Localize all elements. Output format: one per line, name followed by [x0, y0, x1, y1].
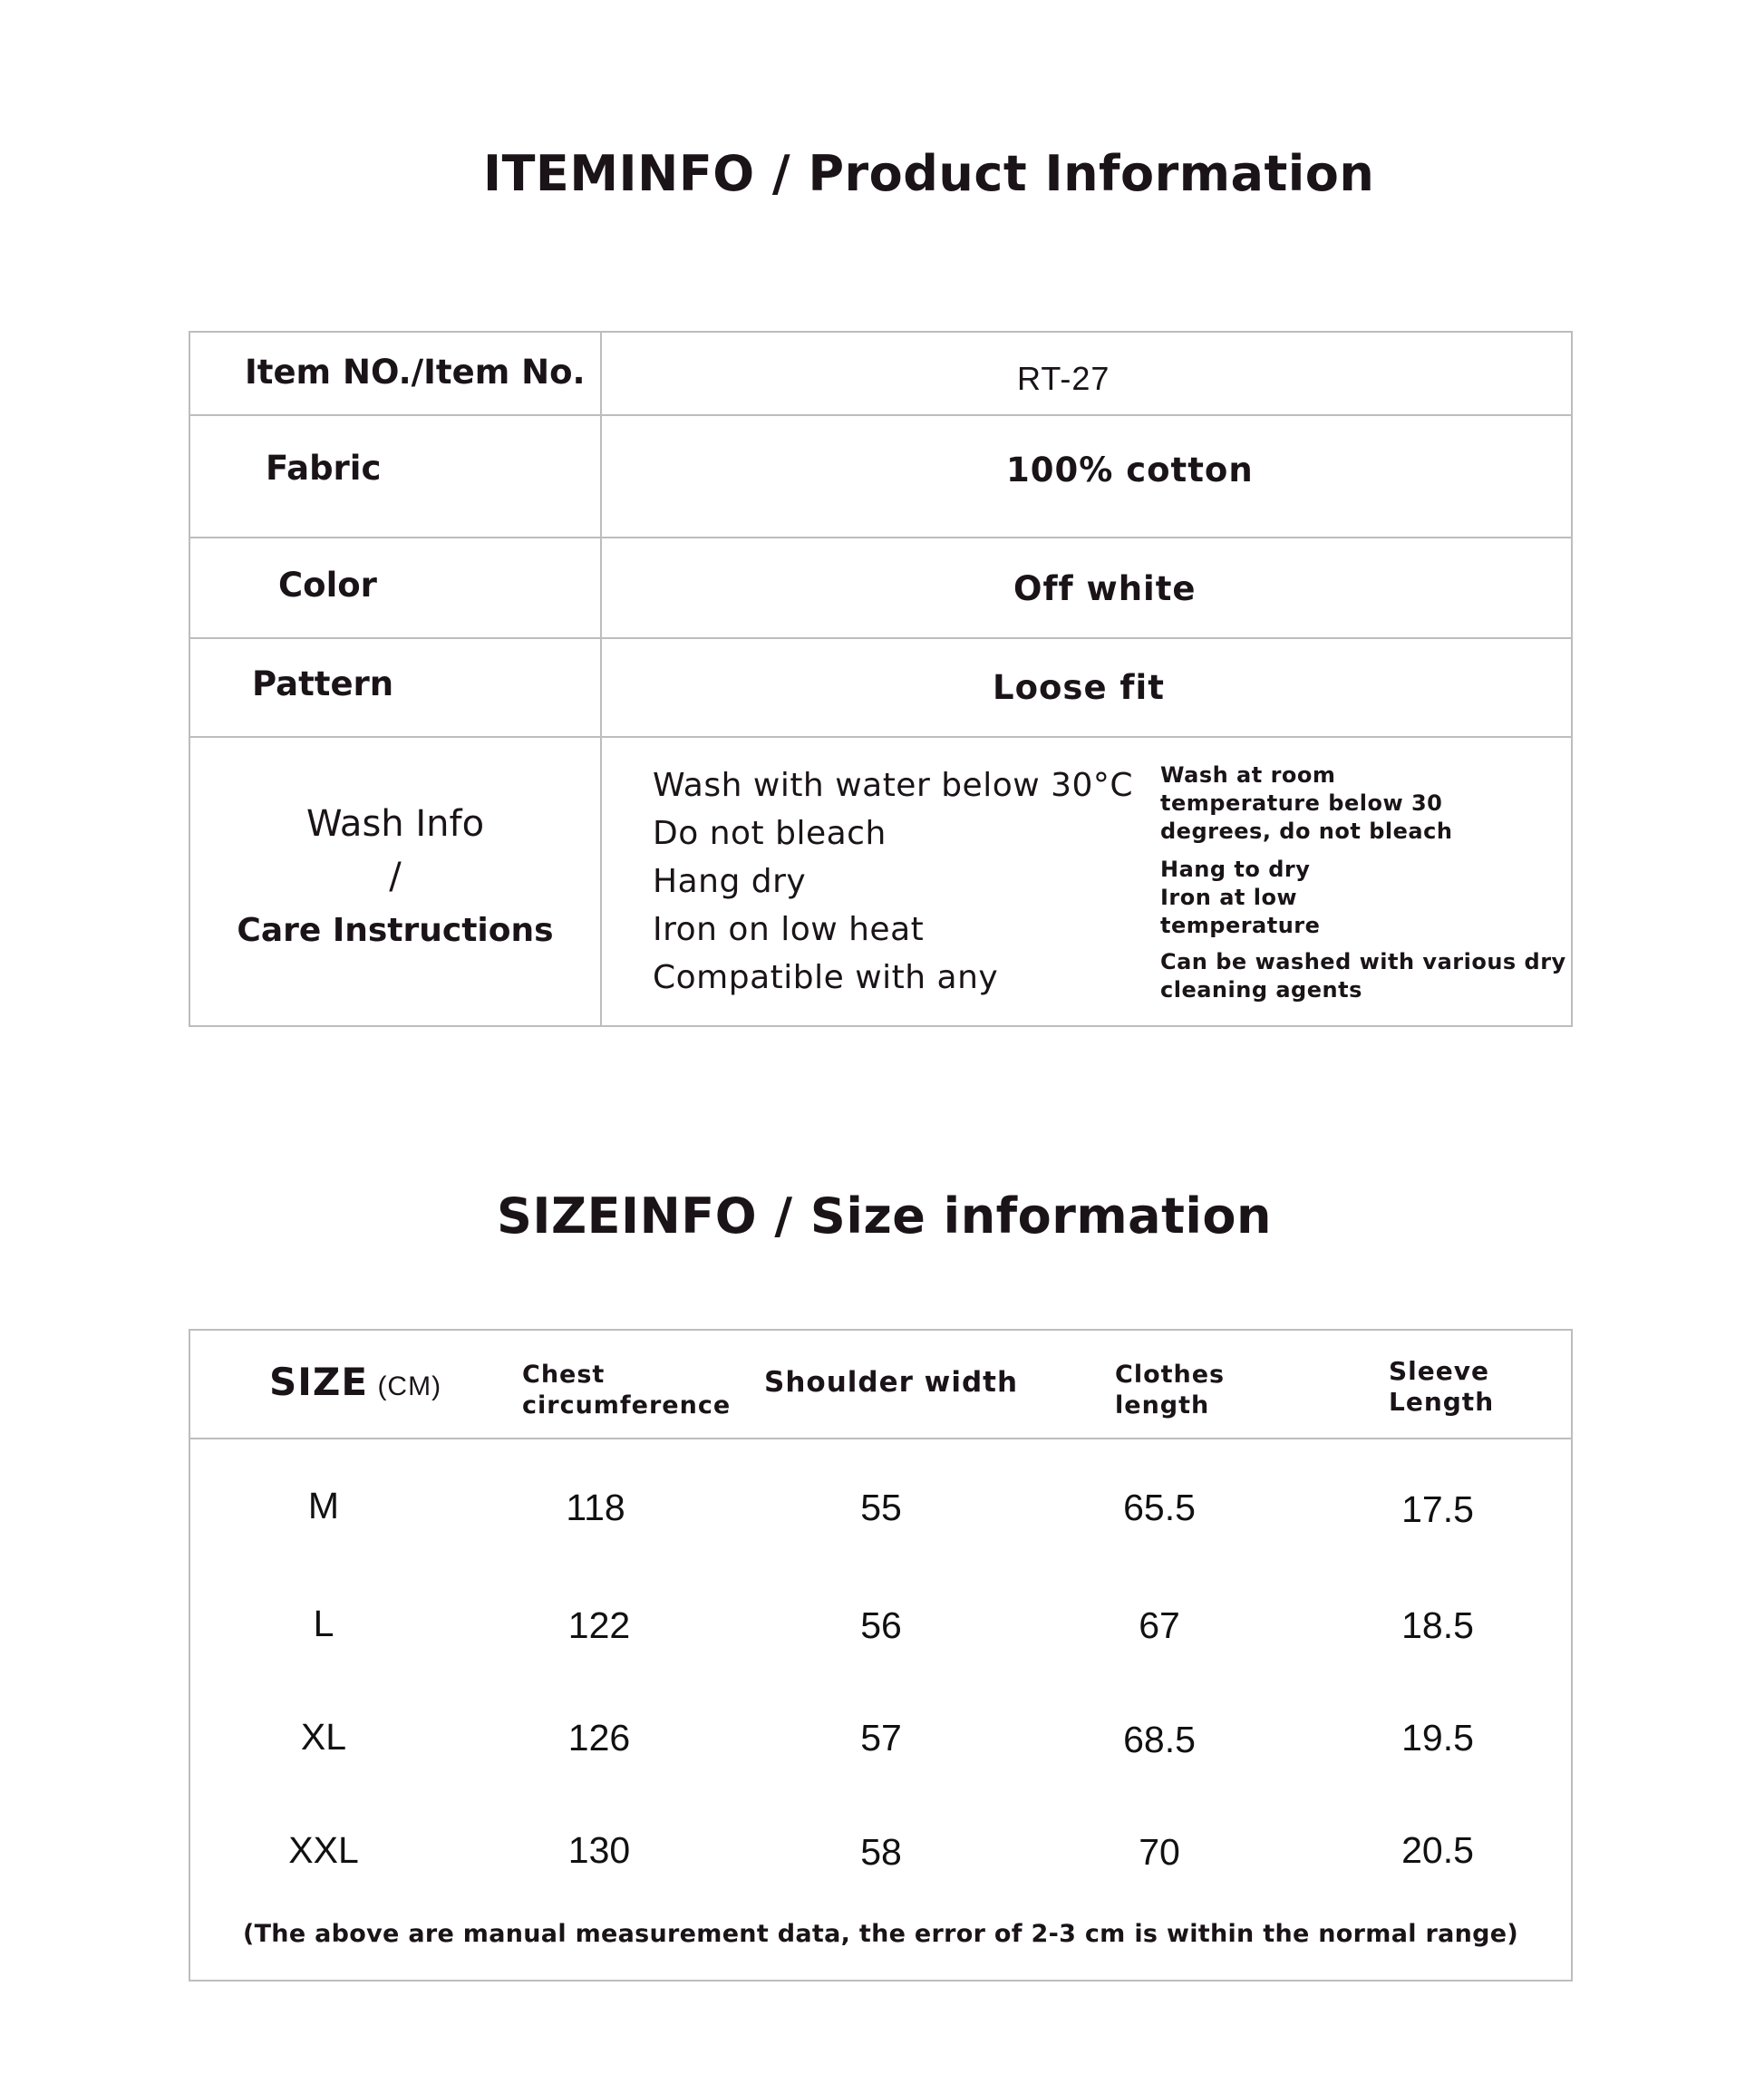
wash-item: Compatible with any	[653, 959, 999, 996]
wash-info-row	[190, 738, 1571, 1027]
shoulder-cell: 58	[860, 1831, 902, 1873]
size-header-unit: (CM)	[377, 1371, 442, 1401]
sleeve-cell: 17.5	[1401, 1488, 1474, 1530]
length-header: Clothes length	[1115, 1361, 1226, 1420]
shoulder-cell: 57	[860, 1717, 902, 1759]
pattern-value: Loose fit	[993, 668, 1165, 707]
chest-cell: 118	[566, 1487, 625, 1528]
sleeve-header: Sleeve Length	[1389, 1356, 1495, 1417]
size-cell: M	[307, 1485, 340, 1526]
fabric-value: 100% cotton	[1006, 451, 1254, 489]
wash-item: Iron on low heat	[653, 911, 925, 948]
shoulder-header: Shoulder width	[764, 1366, 1019, 1399]
wash-note: Can be washed with various dry cleaning agents	[1160, 949, 1566, 1003]
product-info-table	[189, 331, 1573, 1027]
size-table	[189, 1329, 1573, 1982]
length-cell: 68.5	[1123, 1719, 1196, 1760]
pattern-label: Pattern	[252, 664, 394, 703]
length-cell: 65.5	[1123, 1487, 1196, 1528]
wash-item: Hang dry	[653, 863, 807, 900]
wash-instructions-list	[653, 761, 1133, 1002]
fabric-label: Fabric	[266, 449, 382, 488]
product-info-title: ITEMINFO / Product Information	[483, 145, 1375, 202]
size-cell: L	[313, 1603, 334, 1644]
pattern-row	[190, 639, 1571, 738]
wash-note: Hang to dry Iron at low temperature	[1160, 857, 1321, 938]
color-label: Color	[278, 566, 377, 605]
size-header	[269, 1360, 442, 1404]
item-number-label: Item NO./Item No.	[245, 353, 586, 392]
size-header-label: SIZE	[269, 1360, 369, 1404]
color-row	[190, 538, 1571, 639]
chest-cell: 130	[567, 1829, 631, 1871]
size-info-title: SIZEINFO / Size information	[497, 1187, 1272, 1245]
chest-cell: 126	[567, 1717, 631, 1759]
wash-note: Wash at room temperature below 30 degrees, do not bleach	[1160, 762, 1453, 844]
size-cell: XL	[300, 1716, 347, 1758]
sleeve-cell: 18.5	[1401, 1604, 1474, 1646]
wash-info-slash: /	[389, 856, 402, 897]
chest-header: Chest circumference	[522, 1361, 732, 1420]
size-table-header	[190, 1331, 1571, 1439]
care-instructions-label: Care Instructions	[237, 912, 554, 949]
item-number-row	[190, 333, 1571, 416]
color-value: Off white	[1013, 569, 1197, 608]
sleeve-cell: 20.5	[1401, 1829, 1474, 1871]
item-number-value: RT-27	[1017, 360, 1110, 397]
size-cell: XXL	[288, 1829, 359, 1871]
fabric-row	[190, 416, 1571, 538]
shoulder-cell: 56	[860, 1604, 902, 1646]
length-cell: 70	[1139, 1831, 1180, 1873]
wash-item: Wash with water below 30°C	[653, 767, 1134, 804]
length-cell: 67	[1139, 1604, 1180, 1646]
sleeve-cell: 19.5	[1401, 1717, 1474, 1759]
shoulder-cell: 55	[860, 1487, 902, 1528]
wash-info-label: Wash Info	[305, 803, 485, 845]
chest-cell: 122	[567, 1604, 631, 1646]
measurement-note: (The above are manual measurement data, the error of 2-3 cm is within the normal range)	[242, 1920, 1519, 1948]
wash-item: Do not bleach	[653, 815, 887, 852]
